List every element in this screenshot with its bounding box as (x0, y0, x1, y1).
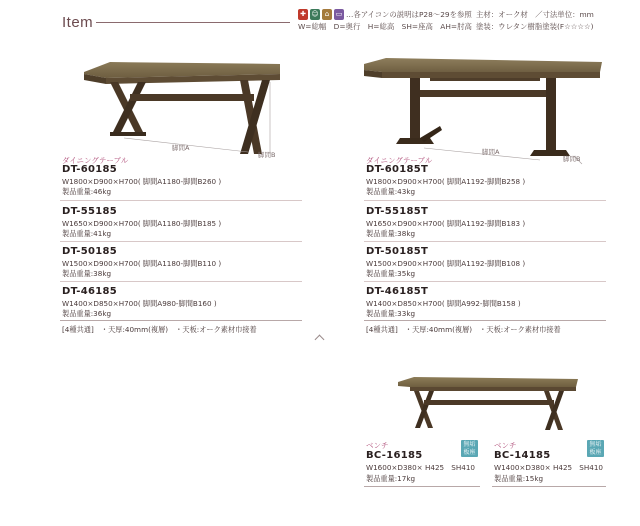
icon-legend: …各アイコンの説明はP28〜29を参照 (346, 10, 472, 19)
solid-seat-badge: 無垢 板座 (461, 440, 478, 457)
divider (364, 200, 606, 201)
family-icon: ☺ (311, 10, 319, 18)
divider (364, 486, 480, 487)
page-title: Item (62, 14, 94, 31)
dims-legend: W=総幅 D=奥行 H=総高 SH=座高 AH=肘高 (298, 22, 472, 31)
dim-b-label-left: 脚間B (258, 151, 276, 159)
divider (492, 486, 606, 487)
left-model-4: DT-46185 (62, 286, 117, 297)
right-spec-2: W1650×D900×H700( 脚間A1192-脚間B183 ) (366, 219, 526, 228)
left-weight-4: 製品重量:36kg (62, 309, 112, 318)
left-weight-1: 製品重量:46kg (62, 187, 112, 196)
left-spec-4: W1400×D850×H700( 脚間A980-脚間B160 ) (62, 299, 217, 308)
divider (60, 320, 302, 321)
left-spec-1: W1800×D900×H700( 脚間A1180-脚間B260 ) (62, 177, 222, 186)
left-model-3: DT-50185 (62, 246, 117, 257)
bench-spec-2: W1400×D380× H425 SH410 (494, 463, 603, 472)
bench-image (396, 376, 580, 436)
right-model-4: DT-46185T (366, 286, 429, 297)
chevron-up-icon (315, 335, 325, 345)
bench-weight-2: 製品重量:15kg (494, 474, 544, 483)
left-common-note: [4種共通] ・天厚:40mm(複層) ・天板:オーク素材巾接着 (62, 325, 257, 334)
solid-seat-badge: 無垢 板座 (587, 440, 604, 457)
divider (60, 241, 302, 242)
divider (60, 200, 302, 201)
right-weight-1: 製品重量:43kg (366, 187, 416, 196)
dim-a-label-right: 脚間A (482, 148, 500, 156)
right-weight-2: 製品重量:38kg (366, 229, 416, 238)
bench-category-2: ベンチ (494, 441, 517, 450)
left-spec-3: W1500×D900×H700( 脚間A1180-脚間B110 ) (62, 259, 222, 268)
right-model-1: DT-60185T (366, 164, 429, 175)
right-spec-3: W1500×D900×H700( 脚間A1192-脚間B108 ) (366, 259, 526, 268)
left-model-2: DT-55185 (62, 206, 117, 217)
finish-legend: 塗装：ウレタン樹脂塗装(F☆☆☆☆) (476, 22, 594, 31)
assembly-icon: ✚ (298, 9, 308, 20)
right-spec-1: W1800×D900×H700( 脚間A1192-脚間B258 ) (366, 177, 526, 186)
right-common-note: [4種共通] ・天厚:40mm(複層) ・天板:オーク素材巾接着 (366, 325, 561, 334)
left-spec-2: W1650×D900×H700( 脚間A1180-脚間B185 ) (62, 219, 222, 228)
right-weight-4: 製品重量:33kg (366, 309, 416, 318)
right-category: ダイニングテーブル (366, 156, 433, 165)
divider (60, 281, 302, 282)
divider (364, 320, 606, 321)
right-weight-3: 製品重量:35kg (366, 269, 416, 278)
home-icon: ⌂ (322, 9, 332, 20)
bench-model-1: BC-16185 (366, 450, 423, 461)
dim-b-label-right: 脚間B (563, 155, 581, 163)
material-legend: 主材：オーク材 ／寸法単位：mm (476, 10, 594, 19)
bench-weight-1: 製品重量:17kg (366, 474, 416, 483)
divider (364, 241, 606, 242)
right-spec-4: W1400×D850×H700( 脚間A992-脚間B158 ) (366, 299, 521, 308)
left-model-1: DT-60185 (62, 164, 117, 175)
icon-row (298, 9, 344, 20)
left-weight-3: 製品重量:38kg (62, 269, 112, 278)
bench-category-1: ベンチ (366, 441, 389, 450)
title-rule (96, 22, 290, 23)
right-model-2: DT-55185T (366, 206, 429, 217)
table-icon: ▭ (335, 10, 343, 18)
divider (364, 281, 606, 282)
right-model-3: DT-50185T (366, 246, 429, 257)
left-weight-2: 製品重量:41kg (62, 229, 112, 238)
bench-spec-1: W1600×D380× H425 SH410 (366, 463, 475, 472)
dim-a-label-left: 脚間A (172, 144, 190, 152)
left-category: ダイニングテーブル (62, 156, 129, 165)
bench-model-2: BC-14185 (494, 450, 551, 461)
